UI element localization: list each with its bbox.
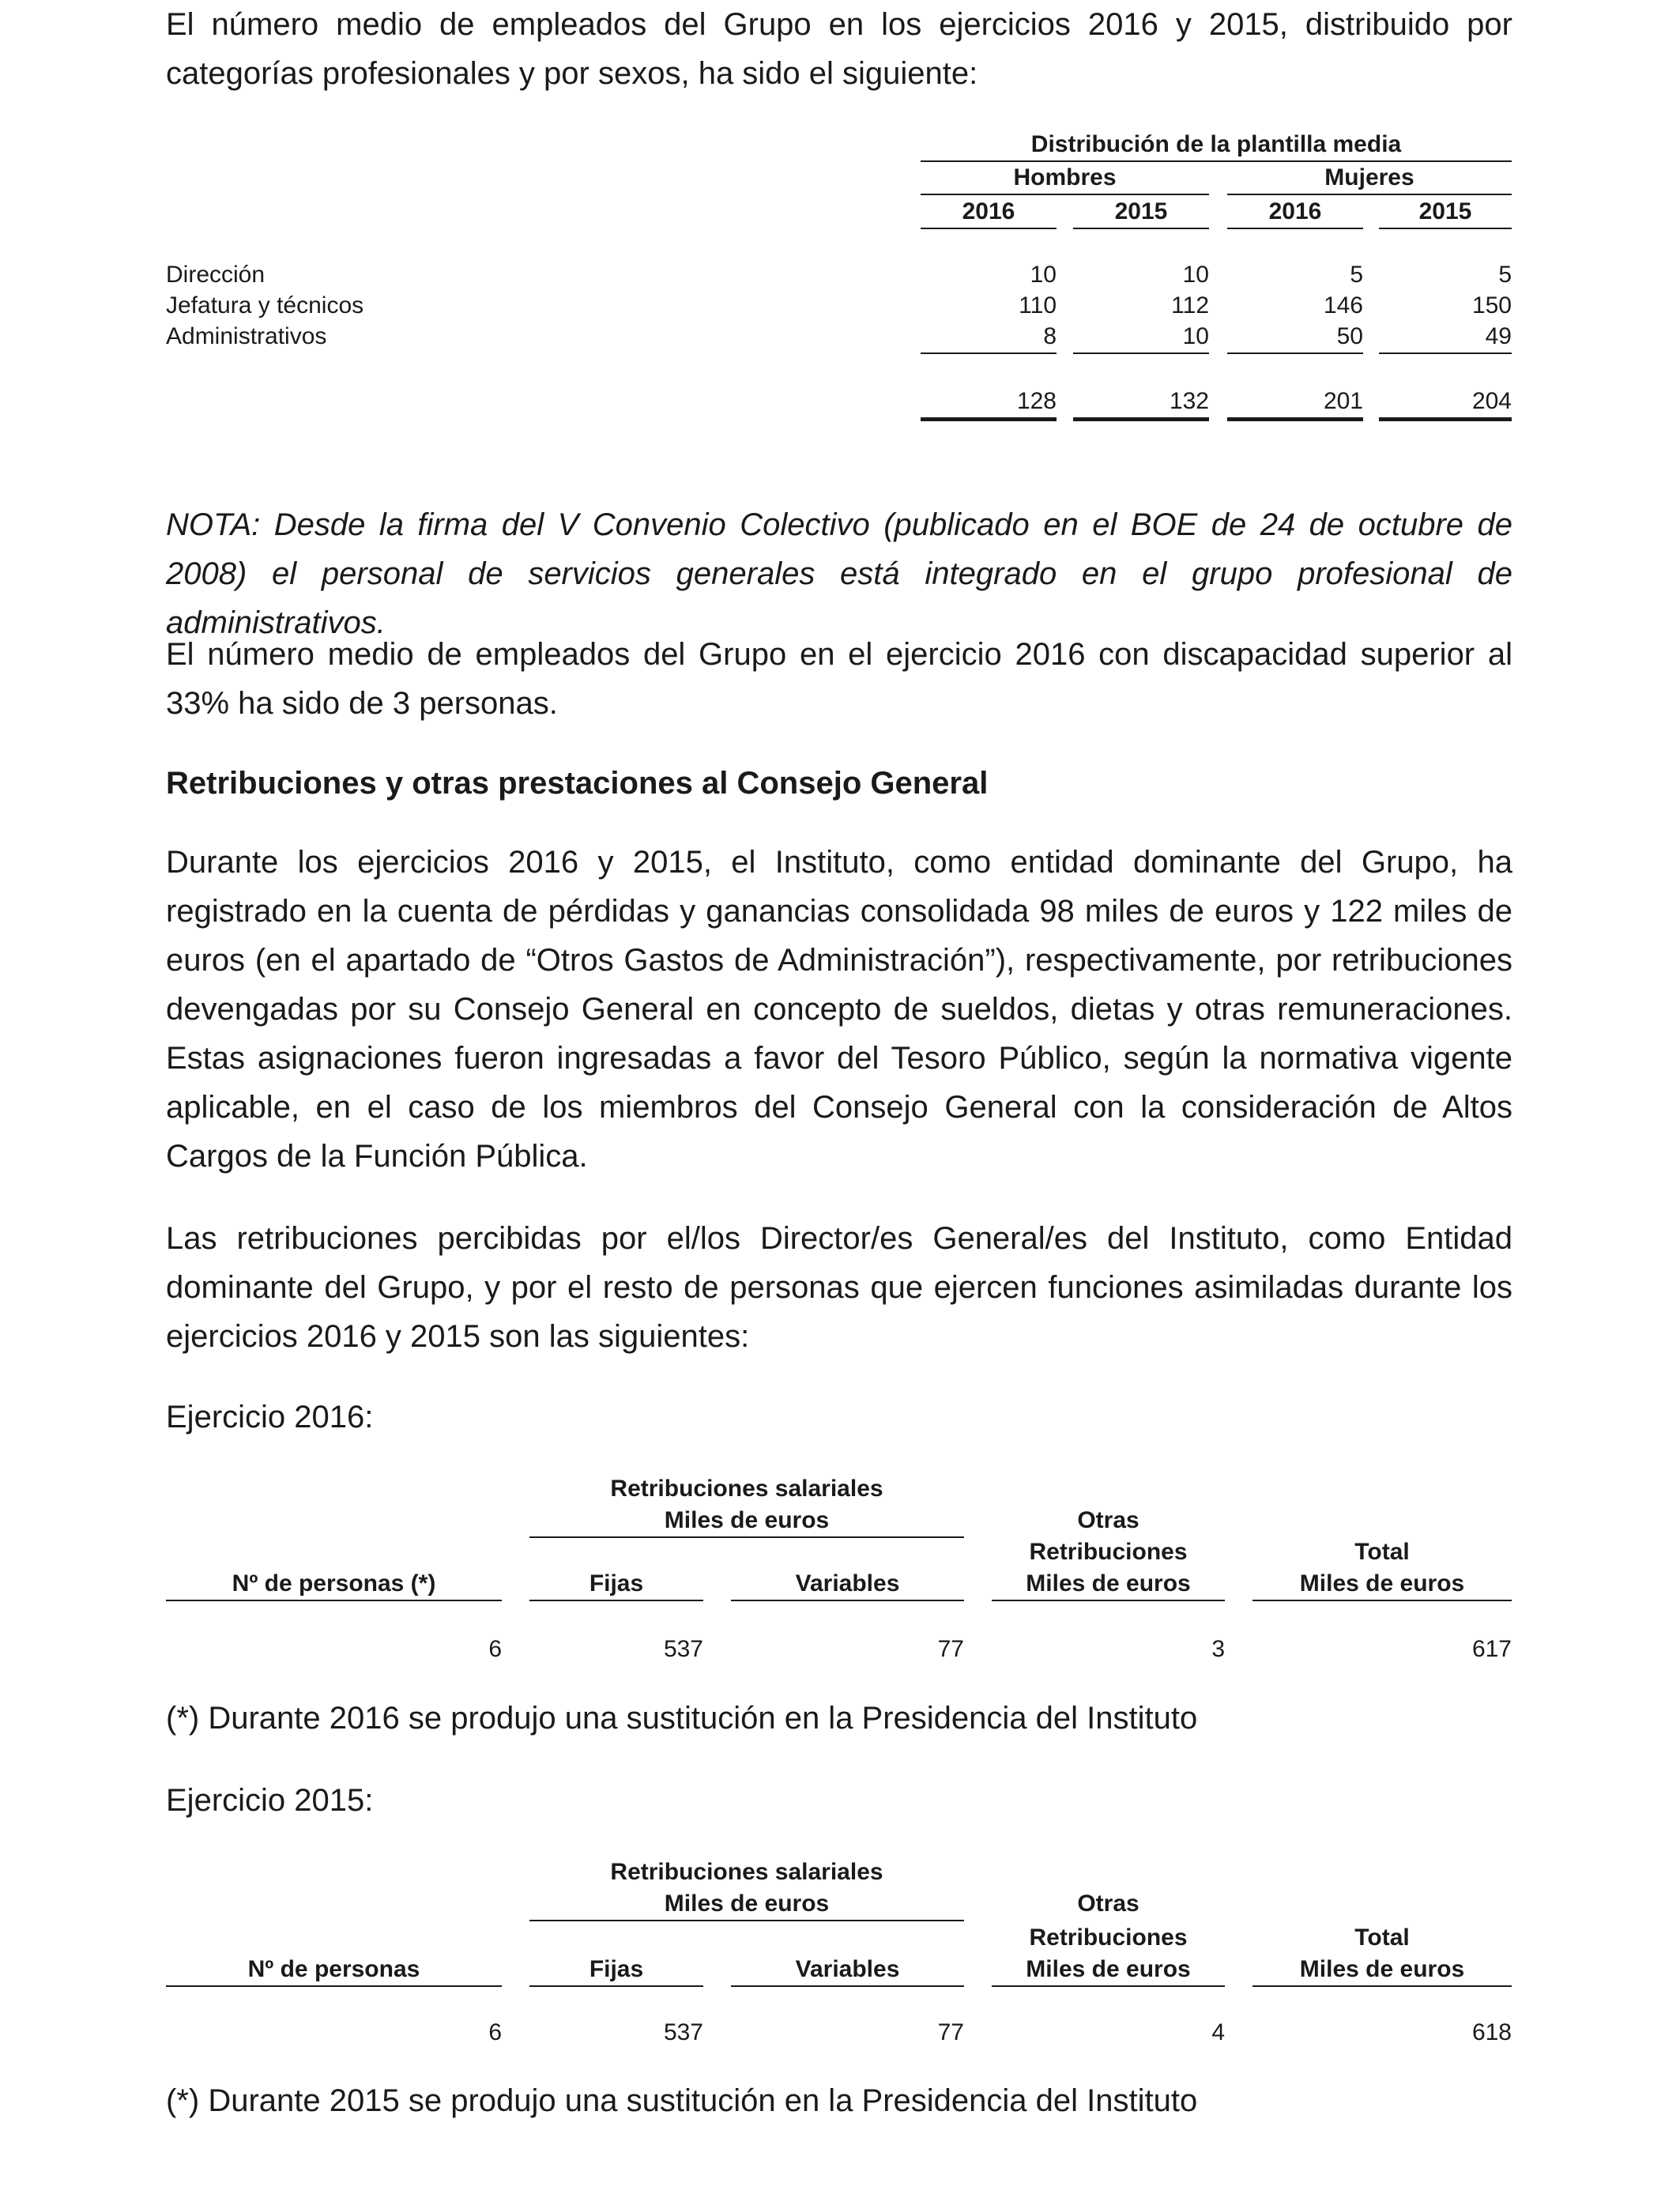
value-personas: 6 <box>488 2019 502 2045</box>
hdr-variables: Variables <box>795 1956 900 1982</box>
value-variables: 77 <box>937 2019 964 2045</box>
divider <box>529 1985 703 1987</box>
hdr-variables: Variables <box>795 1570 900 1596</box>
year-header: 2015 <box>1418 198 1472 224</box>
value-personas: 6 <box>488 1636 502 1662</box>
value-otras: 4 <box>1211 2019 1225 2045</box>
divider <box>1252 1985 1512 1987</box>
hdr-otras-2: Retribuciones <box>1029 1539 1188 1565</box>
hdr-otras-units: Miles de euros <box>1026 1570 1191 1596</box>
divider <box>1379 352 1512 354</box>
row-label: Administrativos <box>166 323 327 349</box>
hdr-otras: Otras <box>1077 1507 1139 1533</box>
nota-paragraph: NOTA: Desde la firma del V Convenio Colectivo (publicado en el BOE de 24 de octubre de 2008) el personal de servicios generales está integrado en el grupo profesional de administrativos. <box>166 507 1512 640</box>
group-hombres: Hombres <box>1013 164 1117 190</box>
hdr-otras-units: Miles de euros <box>1026 1956 1191 1982</box>
hdr-total-units: Miles de euros <box>1299 1570 1465 1596</box>
row-value: 50 <box>1336 323 1363 349</box>
total-value: 201 <box>1323 388 1363 414</box>
divider <box>1227 228 1363 229</box>
hdr-total: Total <box>1354 1924 1410 1951</box>
year-header: 2016 <box>962 198 1015 224</box>
divider <box>1227 352 1363 354</box>
divider <box>1379 228 1512 229</box>
value-fijas: 537 <box>663 2019 703 2045</box>
section-heading: Retribuciones y otras prestaciones al Consejo General <box>166 766 989 801</box>
value-fijas: 537 <box>663 1636 703 1662</box>
row-label: Dirección <box>166 262 266 288</box>
divider <box>1073 228 1209 229</box>
hdr-salariales: Retribuciones salariales <box>610 1859 883 1885</box>
divider <box>992 1985 1225 1987</box>
ejercicio-2015-label: Ejercicio 2015: <box>166 1783 374 1818</box>
total-value: 204 <box>1471 388 1512 414</box>
footnote-2016: (*) Durante 2016 se produjo una sustitución en la Presidencia del Instituto <box>166 1701 1198 1736</box>
divider <box>921 352 1057 354</box>
value-total: 617 <box>1471 1636 1512 1662</box>
double-underline <box>1227 417 1363 421</box>
divider <box>992 1600 1225 1601</box>
divider <box>529 1536 964 1538</box>
divider <box>529 1600 703 1601</box>
divider <box>731 1600 964 1601</box>
hdr-personas: Nº de personas (*) <box>232 1570 436 1596</box>
hdr-total: Total <box>1354 1539 1410 1565</box>
row-value: 112 <box>1171 292 1209 319</box>
hdr-otras-2: Retribuciones <box>1029 1924 1188 1951</box>
double-underline <box>1379 417 1512 421</box>
divider <box>1227 194 1512 195</box>
group-mujeres: Mujeres <box>1324 164 1414 190</box>
double-underline <box>921 417 1057 421</box>
year-header: 2016 <box>1268 198 1322 224</box>
row-value: 49 <box>1485 323 1512 349</box>
row-label: Jefatura y técnicos <box>166 292 364 319</box>
footnote-2015: (*) Durante 2015 se produjo una sustitución en la Presidencia del Instituto <box>166 2083 1198 2118</box>
divider <box>166 1985 502 1987</box>
hdr-fijas: Fijas <box>589 1570 644 1596</box>
row-value: 10 <box>1182 323 1209 349</box>
row-value: 150 <box>1471 292 1512 319</box>
divider <box>1073 352 1209 354</box>
row-value: 110 <box>1019 292 1057 319</box>
consejo-paragraph: Durante los ejercicios 2016 y 2015, el Instituto, como entidad dominante del Grupo, ha registrado en la cuenta de pérdidas y ganancias consolidada 98 miles de euros y 122 miles de euros (en el apartado de “Otros Gastos de Administración”), respectivamente, por retribuciones devengadas por su Consejo General en concepto de sueldos, dietas y otras remuneraciones. Estas asignaciones fueron ingresadas a favor del Tesoro Público, según la normativa vigente aplicable, en el caso de los miembros del Consejo General con la consideración de Altos Cargos de la Función Pública. <box>166 845 1512 1174</box>
divider <box>166 1600 502 1601</box>
row-value: 10 <box>1030 262 1057 288</box>
hdr-salariales-units: Miles de euros <box>664 1891 830 1917</box>
intro-paragraph: El número medio de empleados del Grupo en los ejercicios 2016 y 2015, distribuido por categorías profesionales y por sexos, ha sido el siguiente: <box>166 7 1512 91</box>
ejercicio-2016-label: Ejercicio 2016: <box>166 1400 374 1434</box>
hdr-salariales: Retribuciones salariales <box>610 1476 883 1502</box>
double-underline <box>1073 417 1209 421</box>
total-value: 132 <box>1169 388 1209 414</box>
row-value: 5 <box>1498 262 1512 288</box>
divider <box>731 1985 964 1987</box>
hdr-total-units: Miles de euros <box>1299 1956 1465 1982</box>
divider <box>921 228 1057 229</box>
year-header: 2015 <box>1114 198 1168 224</box>
row-value: 5 <box>1350 262 1363 288</box>
divider <box>529 1920 964 1921</box>
row-value: 8 <box>1043 323 1057 349</box>
total-value: 128 <box>1016 388 1057 414</box>
value-variables: 77 <box>937 1636 964 1662</box>
hdr-fijas: Fijas <box>589 1956 644 1982</box>
hdr-salariales-units: Miles de euros <box>664 1507 830 1533</box>
row-value: 146 <box>1323 292 1363 319</box>
directores-paragraph: Las retribuciones percibidas por el/los Director/es General/es del Instituto, como Entidad dominante del Grupo, y por el resto de personas que ejercen funciones asimiladas durante los ejercicios 2016 y 2015 son las siguientes: <box>166 1221 1512 1354</box>
divider <box>921 194 1209 195</box>
value-total: 618 <box>1471 2019 1512 2045</box>
hdr-personas: Nº de personas <box>247 1956 420 1982</box>
value-otras: 3 <box>1211 1636 1225 1662</box>
divider <box>1252 1600 1512 1601</box>
discapacidad-paragraph: El número medio de empleados del Grupo en el ejercicio 2016 con discapacidad superior al 33% ha sido de 3 personas. <box>166 637 1512 721</box>
row-value: 10 <box>1182 262 1209 288</box>
hdr-otras: Otras <box>1077 1891 1139 1917</box>
staff-table-title: Distribución de la plantilla media <box>1030 131 1402 157</box>
